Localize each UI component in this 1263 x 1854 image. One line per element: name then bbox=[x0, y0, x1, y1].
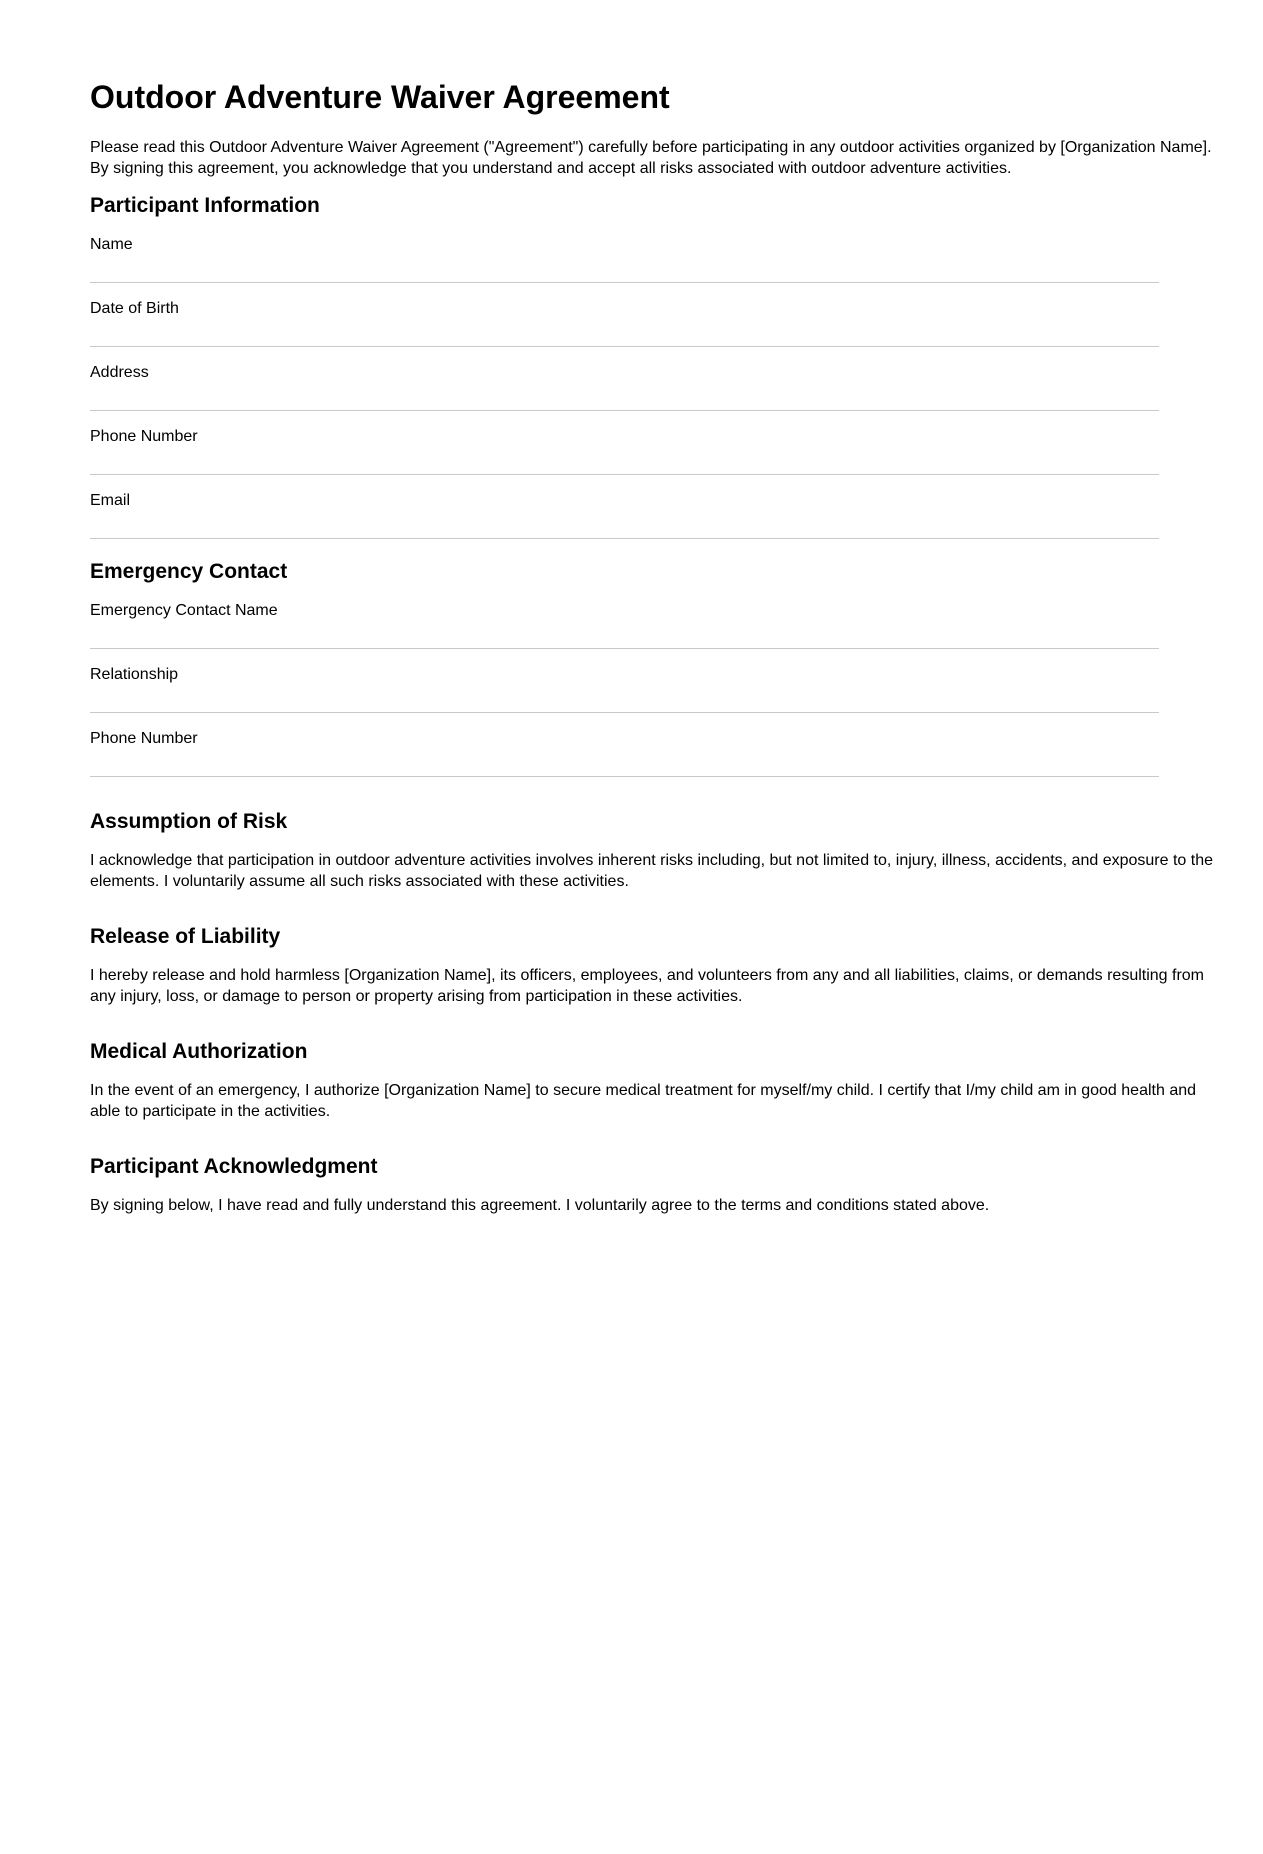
field-date-of-birth bbox=[90, 298, 1159, 347]
field-label-emergency-phone-number: Phone Number bbox=[90, 730, 198, 747]
field-label-emergency-contact-name: Emergency Contact Name bbox=[90, 602, 278, 619]
date-of-birth-input[interactable] bbox=[90, 319, 1159, 347]
section-heading-medical-authorization: Medical Authorization bbox=[90, 1040, 308, 1063]
section-heading-emergency-contact: Emergency Contact bbox=[90, 560, 288, 583]
field-email bbox=[90, 490, 1159, 539]
assumption-of-risk-text: I acknowledge that participation in outdoor adventure activities involves inherent risks including, but not limited to, injury, illness, accidents, and exposure to the elements. I voluntarily assume all such risks associated with these activities. bbox=[90, 852, 1213, 890]
field-label-date-of-birth: Date of Birth bbox=[90, 300, 179, 317]
field-name bbox=[90, 234, 1159, 283]
page-title: Outdoor Adventure Waiver Agreement bbox=[90, 79, 670, 115]
field-label-email: Email bbox=[90, 492, 131, 509]
field-emergency-phone-number bbox=[90, 728, 1159, 777]
intro-paragraph: Please read this Outdoor Adventure Waiver Agreement ("Agreement") carefully before participating in any outdoor activities organized by [Organization Name]. By signing this agreement, you acknowledge that you understand and accept all risks associated with outdoor adventure activities. bbox=[90, 139, 1212, 177]
section-assumption-of-risk bbox=[90, 809, 1230, 892]
field-label-address: Address bbox=[90, 364, 149, 381]
phone-number-input[interactable] bbox=[90, 447, 1159, 475]
section-emergency-contact bbox=[90, 559, 1230, 777]
field-emergency-contact-name bbox=[90, 600, 1159, 649]
section-heading-release-of-liability: Release of Liability bbox=[90, 925, 281, 948]
section-participant-information bbox=[90, 193, 1230, 539]
participant-acknowledgment-text: By signing below, I have read and fully understand this agreement. I voluntarily agree to the terms and conditions stated above. bbox=[90, 1197, 990, 1214]
name-input[interactable] bbox=[90, 255, 1159, 283]
field-relationship bbox=[90, 664, 1159, 713]
field-label-relationship: Relationship bbox=[90, 666, 179, 683]
field-label-phone-number: Phone Number bbox=[90, 428, 198, 445]
section-heading-participant-information: Participant Information bbox=[90, 194, 320, 217]
relationship-input[interactable] bbox=[90, 685, 1159, 713]
section-medical-authorization bbox=[90, 1039, 1230, 1122]
emergency-phone-number-input[interactable] bbox=[90, 749, 1159, 777]
section-heading-participant-acknowledgment: Participant Acknowledgment bbox=[90, 1155, 378, 1178]
section-heading-assumption-of-risk: Assumption of Risk bbox=[90, 810, 288, 833]
release-of-liability-text: I hereby release and hold harmless [Organization Name], its officers, employees, and volunteers from any and all liabilities, claims, or demands resulting from any injury, loss, or damage to person or property arising from participation in these activities. bbox=[90, 967, 1205, 1005]
email-input[interactable] bbox=[90, 511, 1159, 539]
section-release-of-liability bbox=[90, 924, 1230, 1007]
emergency-contact-name-input[interactable] bbox=[90, 621, 1159, 649]
field-phone-number bbox=[90, 426, 1159, 475]
field-address bbox=[90, 362, 1159, 411]
address-input[interactable] bbox=[90, 383, 1159, 411]
section-participant-acknowledgment bbox=[90, 1154, 1230, 1216]
field-label-name: Name bbox=[90, 236, 133, 253]
medical-authorization-text: In the event of an emergency, I authorize [Organization Name] to secure medical treatment for myself/my child. I certify that I/my child am in good health and able to participate in the activities. bbox=[90, 1082, 1197, 1120]
